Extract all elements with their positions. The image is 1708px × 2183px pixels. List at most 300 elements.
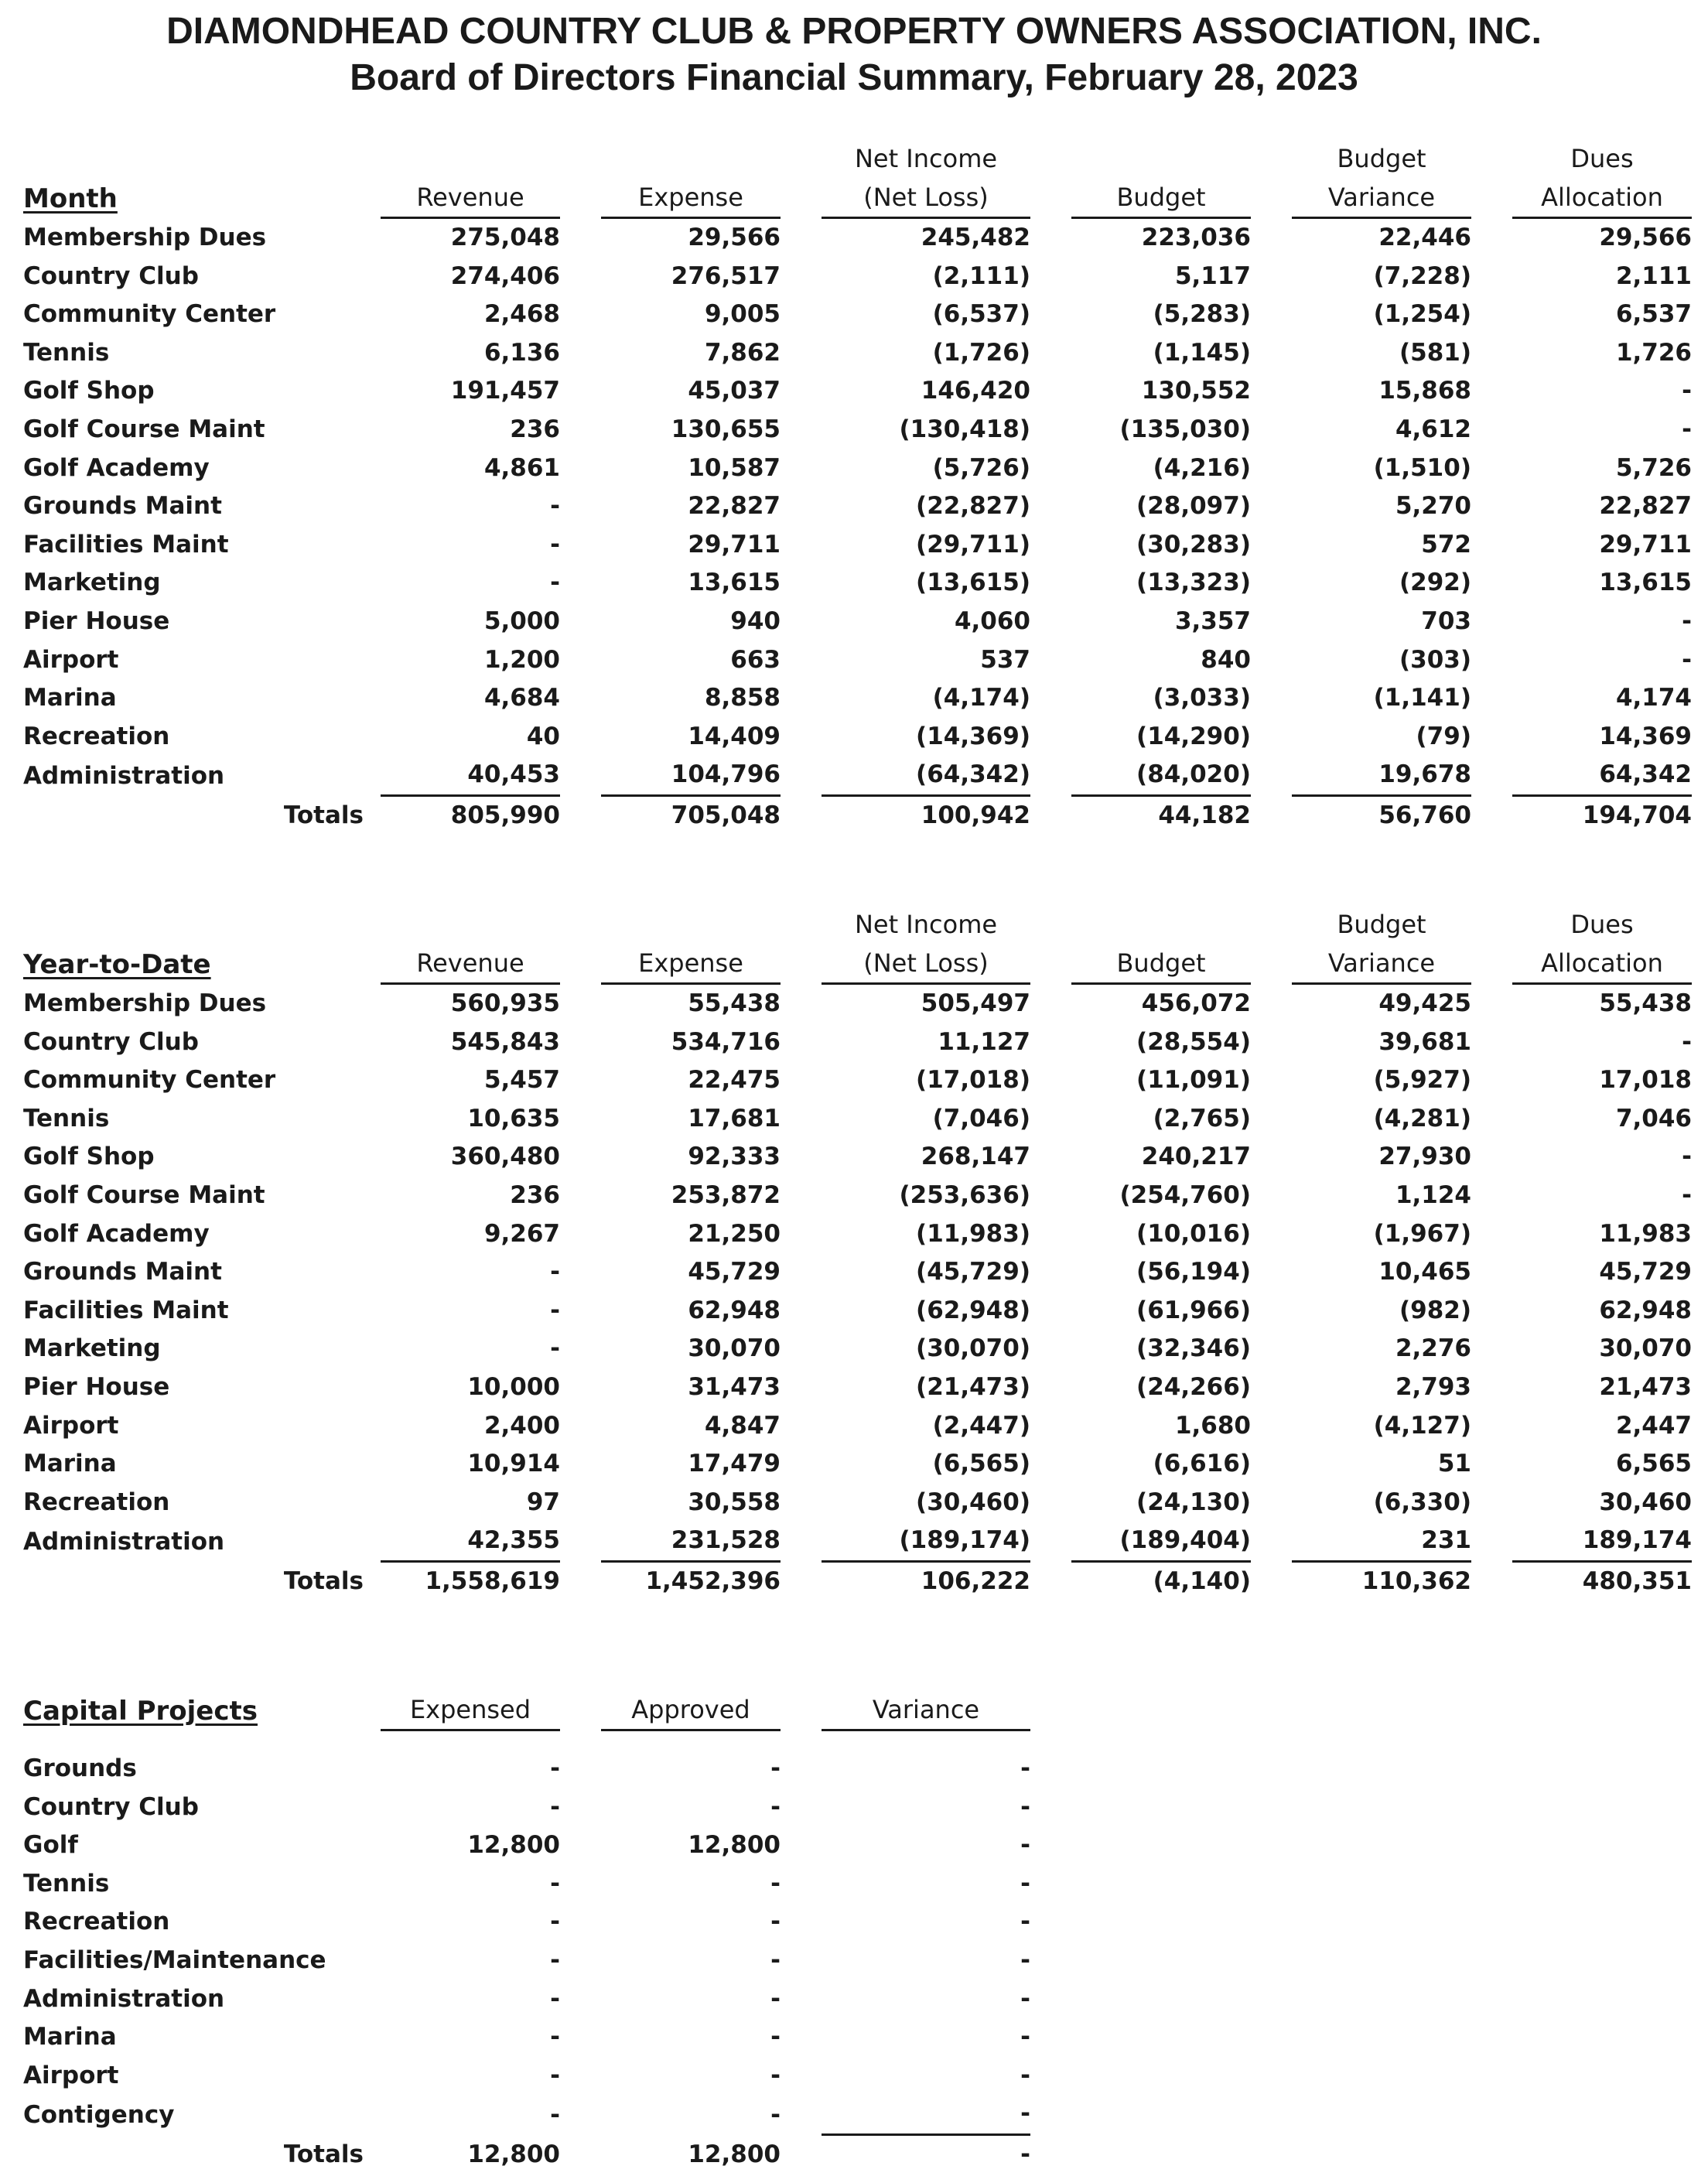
table-row bbox=[23, 1445, 1692, 1484]
table-row bbox=[23, 1865, 1030, 1904]
row-label: Tennis bbox=[23, 1104, 110, 1132]
cell-revenue: 4,861 bbox=[483, 453, 560, 482]
cell-revenue: 40 bbox=[526, 722, 560, 750]
col-gap bbox=[1030, 1522, 1071, 1561]
table-row bbox=[23, 641, 1692, 680]
col-gap bbox=[1471, 449, 1512, 488]
col-gap bbox=[560, 1253, 601, 1292]
col-gap bbox=[560, 905, 601, 944]
row-label: Community Center bbox=[23, 300, 276, 329]
total-revenue: 805,990 bbox=[450, 801, 560, 829]
col-gap bbox=[781, 218, 822, 258]
cell-net: 505,497 bbox=[921, 989, 1030, 1017]
cell-budget: (56,194) bbox=[1136, 1258, 1251, 1286]
cell-variance: 15,868 bbox=[1378, 377, 1471, 405]
cell-budget: (32,346) bbox=[1136, 1334, 1251, 1363]
cell-expense: 17,681 bbox=[688, 1104, 781, 1132]
col-gap bbox=[1030, 449, 1071, 488]
row-label: Golf Academy bbox=[23, 1219, 210, 1248]
cell-net: (45,729) bbox=[916, 1258, 1030, 1286]
table-row bbox=[23, 1942, 1030, 1980]
cell-budget: (1,145) bbox=[1153, 338, 1251, 367]
row-label: Marketing bbox=[23, 1334, 161, 1363]
cell-budget: 240,217 bbox=[1141, 1143, 1251, 1171]
table-row bbox=[23, 1903, 1030, 1942]
col-gap bbox=[1030, 564, 1071, 603]
col-gap bbox=[1251, 718, 1292, 757]
cell-expense: 92,333 bbox=[688, 1143, 781, 1171]
col-gap bbox=[1030, 641, 1071, 680]
row-label: Membership Dues bbox=[23, 989, 267, 1017]
row-label: Facilities/Maintenance bbox=[23, 1946, 326, 1974]
cell-budget: (13,323) bbox=[1136, 569, 1251, 597]
row-label: Membership Dues bbox=[23, 224, 267, 251]
col-header-top bbox=[381, 139, 560, 178]
cell-budget: 456,072 bbox=[1141, 989, 1251, 1017]
col-gap bbox=[1471, 139, 1512, 178]
cell-net: (64,342) bbox=[822, 756, 1030, 795]
col-gap bbox=[560, 1330, 601, 1368]
table-row bbox=[23, 218, 1692, 258]
col-gap bbox=[560, 487, 601, 526]
col-gap bbox=[781, 1690, 822, 1730]
cell-dues: 6,537 bbox=[1615, 300, 1692, 329]
col-gap bbox=[560, 1061, 601, 1100]
cell-expense: 22,475 bbox=[688, 1066, 781, 1095]
cell-variance: 703 bbox=[1421, 606, 1471, 635]
cell-variance: 2,276 bbox=[1395, 1334, 1471, 1363]
cell-variance: 572 bbox=[1421, 530, 1471, 559]
col-gap bbox=[560, 1750, 601, 1788]
col-gap bbox=[781, 1061, 822, 1100]
col-gap bbox=[781, 2134, 822, 2174]
col-gap bbox=[1030, 1061, 1071, 1100]
cell-expensed: 12,800 bbox=[467, 1831, 560, 1860]
cell-dues: - bbox=[1682, 1180, 1692, 1209]
table-row bbox=[23, 1292, 1692, 1331]
col-gap bbox=[781, 1330, 822, 1368]
col-gap bbox=[1251, 258, 1292, 296]
col-gap bbox=[1471, 756, 1512, 795]
col-gap bbox=[781, 449, 822, 488]
cell-variance: 51 bbox=[1437, 1450, 1471, 1478]
cell-dues: 45,729 bbox=[1599, 1258, 1692, 1286]
col-gap bbox=[560, 1215, 601, 1254]
col-gap bbox=[560, 2095, 601, 2134]
cell-variance: 4,612 bbox=[1395, 415, 1471, 443]
col-header-net: (Net Loss) bbox=[822, 178, 1030, 218]
cell-net: (29,711) bbox=[916, 530, 1030, 559]
cell-approved: - bbox=[770, 1908, 781, 1936]
col-gap bbox=[781, 1522, 822, 1561]
col-gap bbox=[560, 944, 601, 984]
col-gap bbox=[1030, 603, 1071, 641]
col-gap bbox=[1030, 1407, 1071, 1446]
col-header-top: Dues bbox=[1570, 910, 1634, 939]
cell-budget: 1,680 bbox=[1174, 1411, 1251, 1440]
col-gap bbox=[781, 1138, 822, 1177]
section-label: Month bbox=[23, 183, 118, 214]
col-gap bbox=[1030, 756, 1071, 795]
col-header-top: Dues bbox=[1570, 144, 1634, 173]
cell-revenue: 560,935 bbox=[450, 989, 560, 1017]
table-row bbox=[23, 334, 1692, 373]
col-header-dues: Allocation bbox=[1512, 178, 1692, 218]
col-gap bbox=[560, 139, 601, 178]
cell-budget: (2,765) bbox=[1153, 1104, 1251, 1132]
col-gap bbox=[781, 1942, 822, 1980]
col-gap bbox=[1030, 679, 1071, 718]
row-label: Airport bbox=[23, 2061, 119, 2089]
col-gap bbox=[1030, 526, 1071, 565]
cell-dues: - bbox=[1682, 1027, 1692, 1056]
col-gap bbox=[560, 2134, 601, 2174]
col-gap bbox=[1030, 258, 1071, 296]
col-gap bbox=[1471, 679, 1512, 718]
cell-dues: - bbox=[1682, 1143, 1692, 1171]
cell-dues: 2,111 bbox=[1615, 261, 1692, 290]
cell-budget: (189,404) bbox=[1071, 1522, 1251, 1561]
col-gap bbox=[1030, 1177, 1071, 1215]
col-gap bbox=[781, 526, 822, 565]
col-gap bbox=[781, 1177, 822, 1215]
cell-expensed: - bbox=[550, 1908, 560, 1936]
col-gap bbox=[1251, 1061, 1292, 1100]
cell-revenue: 6,136 bbox=[483, 338, 560, 367]
col-header-revenue: Revenue bbox=[381, 944, 560, 984]
table-row bbox=[23, 1138, 1692, 1177]
col-gap bbox=[781, 372, 822, 411]
cell-net: (2,447) bbox=[932, 1411, 1030, 1440]
table-row bbox=[23, 487, 1692, 526]
col-header-top: Budget bbox=[1337, 144, 1426, 173]
cell-dues: - bbox=[1682, 415, 1692, 443]
col-header-top bbox=[601, 905, 781, 944]
cell-variance: 22,446 bbox=[1378, 224, 1471, 251]
col-gap bbox=[1251, 1407, 1292, 1446]
col-gap bbox=[560, 178, 601, 218]
col-header-top: Net Income bbox=[854, 144, 998, 173]
table-row bbox=[23, 603, 1692, 641]
col-gap bbox=[560, 1903, 601, 1942]
col-gap bbox=[560, 1690, 601, 1730]
col-gap bbox=[560, 296, 601, 334]
cell-net: (2,111) bbox=[932, 261, 1030, 290]
cell-net: (62,948) bbox=[916, 1296, 1030, 1324]
row-label: Golf Shop bbox=[23, 377, 155, 405]
col-gap bbox=[1471, 1215, 1512, 1254]
spacer-row bbox=[23, 1730, 1030, 1751]
cell-revenue: - bbox=[550, 492, 560, 521]
col-gap bbox=[1251, 603, 1292, 641]
cell-expense: 7,862 bbox=[704, 338, 781, 367]
cell-budget: 840 bbox=[1201, 645, 1251, 674]
row-label: Golf Academy bbox=[23, 453, 210, 482]
table-row bbox=[23, 2018, 1030, 2057]
row-label: Marina bbox=[23, 1450, 117, 1478]
cell-variance: - bbox=[1020, 1869, 1030, 1898]
cell-expense: 276,517 bbox=[671, 261, 781, 290]
cell-net: (21,473) bbox=[916, 1372, 1030, 1401]
cell-net: (13,615) bbox=[916, 569, 1030, 597]
col-gap bbox=[560, 449, 601, 488]
col-gap bbox=[781, 1023, 822, 1062]
cell-budget: (5,283) bbox=[1153, 300, 1251, 329]
cell-budget: (24,130) bbox=[1136, 1488, 1251, 1516]
table-row bbox=[23, 564, 1692, 603]
cell-expense: 253,872 bbox=[671, 1180, 781, 1209]
cell-dues: 5,726 bbox=[1615, 453, 1692, 482]
col-gap bbox=[1251, 449, 1292, 488]
col-gap bbox=[1030, 411, 1071, 449]
row-label: Recreation bbox=[23, 1908, 170, 1936]
col-gap bbox=[1030, 296, 1071, 334]
col-gap bbox=[560, 1980, 601, 2019]
cell-variance: - bbox=[822, 2095, 1030, 2134]
cell-budget: (135,030) bbox=[1119, 415, 1251, 443]
cell-dues: 6,565 bbox=[1615, 1450, 1692, 1478]
cell-approved: 12,800 bbox=[688, 1831, 781, 1860]
col-gap bbox=[781, 1292, 822, 1331]
col-gap bbox=[560, 526, 601, 565]
col-gap bbox=[781, 411, 822, 449]
col-gap bbox=[781, 641, 822, 680]
cell-dues: 11,983 bbox=[1599, 1219, 1692, 1248]
col-gap bbox=[781, 984, 822, 1023]
col-gap bbox=[781, 2095, 822, 2134]
col-gap bbox=[560, 1522, 601, 1561]
table-row bbox=[23, 1253, 1692, 1292]
table-row bbox=[23, 296, 1692, 334]
total-expensed: 12,800 bbox=[467, 2140, 560, 2168]
cell-net: 146,420 bbox=[921, 377, 1030, 405]
totals-row bbox=[23, 2134, 1030, 2174]
cell-budget: (11,091) bbox=[1136, 1066, 1251, 1095]
col-gap bbox=[1030, 1100, 1071, 1139]
col-gap bbox=[1030, 795, 1071, 835]
col-gap bbox=[1251, 756, 1292, 795]
cell-dues: 7,046 bbox=[1615, 1104, 1692, 1132]
cell-expensed: - bbox=[550, 1946, 560, 1974]
col-gap bbox=[560, 1788, 601, 1827]
cell-variance: (1,254) bbox=[1373, 300, 1471, 329]
total-variance: 110,362 bbox=[1361, 1566, 1471, 1595]
cell-expense: 534,716 bbox=[671, 1027, 781, 1056]
col-gap bbox=[1030, 178, 1071, 218]
cell-budget: 223,036 bbox=[1141, 224, 1251, 251]
cell-expensed: - bbox=[550, 2061, 560, 2089]
col-gap bbox=[1471, 1138, 1512, 1177]
col-gap bbox=[781, 487, 822, 526]
cell-dues: 30,460 bbox=[1599, 1488, 1692, 1516]
col-gap bbox=[1471, 487, 1512, 526]
cell-revenue: 2,400 bbox=[483, 1411, 560, 1440]
row-label: Tennis bbox=[23, 338, 110, 367]
col-header-expense: Expense bbox=[601, 178, 781, 218]
cell-net: (6,565) bbox=[932, 1450, 1030, 1478]
col-gap bbox=[781, 1100, 822, 1139]
col-gap bbox=[1471, 1368, 1512, 1407]
col-header-top: Net Income bbox=[854, 910, 998, 939]
row-label: Pier House bbox=[23, 1372, 170, 1401]
cell-variance: - bbox=[1020, 1792, 1030, 1821]
table-row bbox=[23, 2057, 1030, 2096]
col-gap bbox=[1251, 905, 1292, 944]
cell-variance: 2,793 bbox=[1395, 1372, 1471, 1401]
table-row bbox=[23, 258, 1692, 296]
col-gap bbox=[1471, 944, 1512, 984]
cell-net: (130,418) bbox=[899, 415, 1030, 443]
cell-net: (1,726) bbox=[932, 338, 1030, 367]
cell-expense: 30,070 bbox=[688, 1334, 781, 1363]
col-gap bbox=[1471, 1330, 1512, 1368]
cell-variance: 39,681 bbox=[1378, 1027, 1471, 1056]
col-gap bbox=[560, 1023, 601, 1062]
cell-revenue: 5,000 bbox=[483, 606, 560, 635]
col-gap bbox=[1471, 334, 1512, 373]
cell-variance: (79) bbox=[1416, 722, 1471, 750]
col-gap bbox=[1251, 679, 1292, 718]
cell-revenue: - bbox=[550, 1296, 560, 1324]
cell-expense: 9,005 bbox=[704, 300, 781, 329]
col-gap bbox=[781, 1368, 822, 1407]
col-gap bbox=[1251, 1330, 1292, 1368]
col-gap bbox=[1251, 1368, 1292, 1407]
col-gap bbox=[1251, 564, 1292, 603]
totals-label: Totals bbox=[283, 2140, 364, 2168]
col-header-top bbox=[381, 905, 560, 944]
cell-budget: (10,016) bbox=[1136, 1219, 1251, 1248]
cell-variance: 19,678 bbox=[1292, 756, 1471, 795]
col-gap bbox=[781, 603, 822, 641]
cell-expensed: - bbox=[550, 1792, 560, 1821]
cell-variance: (581) bbox=[1399, 338, 1471, 367]
col-gap bbox=[781, 1980, 822, 2019]
cell-revenue: 9,267 bbox=[483, 1219, 560, 1248]
cell-revenue: 2,468 bbox=[483, 300, 560, 329]
col-gap bbox=[1471, 411, 1512, 449]
col-gap bbox=[1251, 1023, 1292, 1062]
cell-expense: 29,566 bbox=[688, 224, 781, 251]
cell-revenue: - bbox=[550, 569, 560, 597]
col-gap bbox=[1471, 258, 1512, 296]
col-gap bbox=[1251, 641, 1292, 680]
col-gap bbox=[781, 1788, 822, 1827]
cell-revenue: 42,355 bbox=[381, 1522, 560, 1561]
cell-budget: (6,616) bbox=[1153, 1450, 1251, 1478]
col-gap bbox=[1251, 1484, 1292, 1522]
col-header-budget: Budget bbox=[1071, 944, 1251, 984]
row-label: Administration bbox=[23, 761, 225, 790]
col-gap bbox=[1030, 1023, 1071, 1062]
ytd-table bbox=[23, 905, 1692, 1601]
cell-dues: 17,018 bbox=[1599, 1066, 1692, 1095]
col-gap bbox=[1030, 1330, 1071, 1368]
spacer-cell bbox=[23, 1730, 1030, 1751]
col-gap bbox=[1251, 139, 1292, 178]
col-gap bbox=[781, 1253, 822, 1292]
col-gap bbox=[560, 372, 601, 411]
total-variance: - bbox=[1020, 2140, 1030, 2168]
col-gap bbox=[1030, 718, 1071, 757]
col-gap bbox=[781, 1445, 822, 1484]
col-gap bbox=[781, 334, 822, 373]
report-subtitle: Board of Directors Financial Summary, February 28, 2023 bbox=[350, 57, 1358, 98]
table-row bbox=[23, 756, 1692, 795]
col-gap bbox=[560, 718, 601, 757]
cell-approved: - bbox=[770, 1984, 781, 2013]
row-label: Recreation bbox=[23, 1488, 170, 1516]
col-header-variance: Variance bbox=[1292, 944, 1471, 984]
col-gap bbox=[1471, 296, 1512, 334]
col-gap bbox=[560, 1177, 601, 1215]
cell-net: (6,537) bbox=[932, 300, 1030, 329]
cell-expense: 231,528 bbox=[601, 1522, 781, 1561]
col-gap bbox=[1251, 1215, 1292, 1254]
total-budget: (4,140) bbox=[1153, 1566, 1251, 1595]
col-gap bbox=[1030, 487, 1071, 526]
cell-revenue: 10,914 bbox=[467, 1450, 560, 1478]
row-label: Country Club bbox=[23, 261, 199, 290]
col-gap bbox=[560, 564, 601, 603]
col-gap bbox=[1030, 1292, 1071, 1331]
month-table bbox=[23, 139, 1692, 835]
cell-variance: 1,124 bbox=[1395, 1180, 1471, 1209]
cell-revenue: 10,635 bbox=[467, 1104, 560, 1132]
table-row bbox=[23, 1368, 1692, 1407]
cell-revenue: - bbox=[550, 1258, 560, 1286]
table-row bbox=[23, 984, 1692, 1023]
cell-approved: - bbox=[770, 2023, 781, 2051]
col-gap bbox=[1251, 218, 1292, 258]
cell-expensed: - bbox=[550, 2023, 560, 2051]
col-gap bbox=[560, 218, 601, 258]
col-gap bbox=[560, 984, 601, 1023]
cell-expense: 62,948 bbox=[688, 1296, 781, 1324]
col-gap bbox=[1471, 564, 1512, 603]
col-gap bbox=[781, 178, 822, 218]
col-header-variance: Variance bbox=[822, 1690, 1030, 1730]
row-label: Grounds Maint bbox=[23, 1258, 222, 1286]
cell-net: (253,636) bbox=[899, 1180, 1030, 1209]
col-gap bbox=[1251, 1177, 1292, 1215]
col-gap bbox=[560, 1942, 601, 1980]
cell-approved: - bbox=[770, 1869, 781, 1898]
col-gap bbox=[1251, 1253, 1292, 1292]
col-gap bbox=[1030, 1215, 1071, 1254]
col-header-top bbox=[1071, 905, 1251, 944]
cell-expense: 45,729 bbox=[688, 1258, 781, 1286]
cell-variance: - bbox=[1020, 1831, 1030, 1860]
table-row bbox=[23, 411, 1692, 449]
col-gap bbox=[560, 1100, 601, 1139]
col-gap bbox=[1251, 1100, 1292, 1139]
report-title: DIAMONDHEAD COUNTRY CLUB & PROPERTY OWNERS ASSOCIATION, INC. bbox=[166, 11, 1542, 52]
cell-net: (22,827) bbox=[916, 492, 1030, 521]
cell-net: (4,174) bbox=[932, 684, 1030, 712]
row-label: Pier House bbox=[23, 606, 170, 635]
cell-budget: 5,117 bbox=[1174, 261, 1251, 290]
total-variance: 56,760 bbox=[1378, 801, 1471, 829]
table-row bbox=[23, 1788, 1030, 1827]
col-gap bbox=[781, 296, 822, 334]
cell-expense: 13,615 bbox=[688, 569, 781, 597]
cell-budget: (24,266) bbox=[1136, 1372, 1251, 1401]
table-row bbox=[23, 526, 1692, 565]
row-label: Facilities Maint bbox=[23, 530, 229, 559]
cell-net: (14,369) bbox=[916, 722, 1030, 750]
col-gap bbox=[1471, 984, 1512, 1023]
